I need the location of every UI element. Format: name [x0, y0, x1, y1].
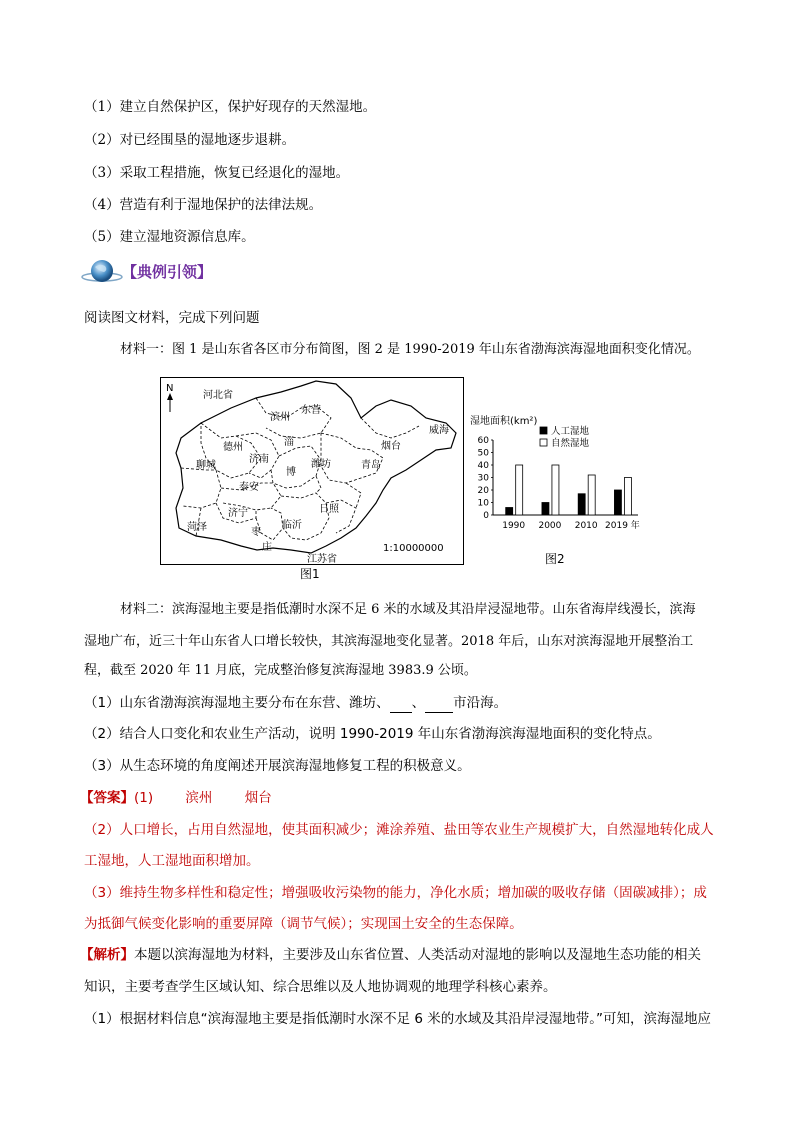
map-label-dezhou: 德州	[223, 442, 243, 453]
answer-3-line-2: 为抵御气候变化影响的重要屏障（调节气候）；实现国土安全的生态保障。	[84, 916, 523, 932]
chart-bar-natural	[552, 465, 559, 515]
measure-3: （3）采取工程措施，恢复已经退化的湿地。	[84, 165, 350, 181]
map-scale: 1:10000000	[383, 543, 444, 554]
analysis-line-3: （1）根据材料信息“滨海湿地主要是指低潮时水深不足 6 米的水域及其沿岸浸湿地带。”可知，滨海湿地应	[84, 1011, 711, 1027]
intro-text: 阅读图文材料，完成下列问题	[84, 310, 260, 326]
analysis-label: 【解析】	[80, 947, 134, 963]
map-north-label: N	[166, 383, 174, 394]
analysis-line-2: 知识，主要考查学生区域认知、综合思维以及人地协调观的地理学科核心素养。	[84, 979, 557, 995]
measure-5: （5）建立湿地资源信息库。	[84, 229, 255, 245]
map-label-qingdao: 青岛	[361, 460, 381, 471]
map-label-rizhao: 日照	[319, 504, 339, 515]
answer-3-line-1: （3）维持生物多样性和稳定性；增强吸收污染物的能力，净化水质；增加碳的吸收存储（固碳减排）；成	[84, 885, 707, 901]
map-label-zhuang: 庄	[262, 542, 272, 553]
answer-2-line-2: 工湿地，人工湿地面积增加。	[84, 853, 260, 869]
analysis-text-1: 本题以滨海湿地为材料，主要涉及山东省位置、人类活动对湿地的影响以及湿地生态功能的相关	[134, 947, 701, 963]
material2-line-3: 程，截至 2020 年 11 月底，完成整治修复滨海湿地 3983.9 公顷。	[84, 663, 477, 678]
map-label-zi: 淄	[284, 437, 294, 448]
material1-text: 材料一：图 1 是山东省各区市分布简图，图 2 是 1990-2019 年山东省渤海滨海湿地面积变化情况。	[120, 342, 700, 357]
chart-bar-artificial	[506, 508, 513, 516]
question-1-sep: 、	[411, 695, 426, 711]
chart-xtick-label: 2010	[574, 521, 598, 531]
blank-1[interactable]	[390, 698, 412, 713]
section-title: 【典例引领】	[122, 263, 213, 281]
chart-ytick-label: 60	[477, 436, 489, 446]
answer-1-v1: 滨州	[185, 790, 213, 806]
measure-2: （2）对已经围垦的湿地逐步退耕。	[84, 132, 296, 148]
map-label-jiangsu: 江苏省	[307, 554, 337, 565]
answer-1-v2: 烟台	[244, 790, 272, 806]
chart-xtick-label: 2000	[538, 521, 562, 531]
answer-label: 【答案】	[80, 790, 134, 806]
chart-bar-natural	[624, 478, 631, 516]
chart-legend-label: 人工湿地	[551, 426, 590, 437]
map-label-weihai: 威海	[429, 425, 449, 436]
answer-1	[80, 788, 272, 808]
question-1-prefix: （1）山东省渤海滨海湿地主要分布在东营、潍坊、	[84, 695, 390, 711]
chart-ytick-label: 20	[477, 486, 489, 496]
chart-ytick-label: 30	[477, 473, 489, 484]
chart-bar-natural	[588, 475, 595, 515]
map-label-taian: 泰安	[239, 482, 259, 493]
blank-2[interactable]	[425, 698, 453, 713]
measure-1: （1）建立自然保护区，保护好现存的天然湿地。	[84, 99, 377, 115]
chart-bar-artificial	[542, 503, 549, 516]
analysis-line-1	[80, 945, 701, 965]
shandong-map	[160, 377, 464, 565]
map-label-jining: 济宁	[228, 508, 248, 519]
map-label-yantai: 烟台	[381, 441, 401, 452]
chart-bar-natural	[516, 465, 523, 515]
chart-caption: 图2	[545, 552, 565, 566]
map-label-liaocheng: 聊城	[196, 460, 216, 471]
chart-ytick-label: 50	[477, 448, 489, 459]
chart-ytick-label: 10	[477, 498, 489, 509]
chart-title: 湿地面积(km²)	[470, 416, 538, 427]
map-label-heze: 菏泽	[187, 522, 207, 533]
chart-legend-label: 自然湿地	[551, 438, 590, 449]
globe-icon	[80, 257, 124, 287]
chart-legend-swatch	[540, 439, 547, 446]
chart-xtick-label: 1990	[502, 521, 526, 531]
chart-ytick-label: 0	[483, 511, 489, 521]
question-2: （2）结合人口变化和农业生产活动，说明 1990-2019 年山东省渤海滨海湿地面积的变化特点。	[84, 726, 661, 742]
map-caption: 图1	[300, 567, 320, 581]
chart-bar-artificial	[614, 490, 621, 515]
answer-1-num: (1)	[134, 790, 154, 806]
question-1	[84, 693, 507, 713]
material2-line-1: 材料二：滨海湿地主要是指低潮时水深不足 6 米的水域及其沿岸浸湿地带。山东省海岸线漫长，滨海	[120, 602, 696, 617]
material2-line-2: 湿地广布，近三十年山东省人口增长较快，其滨海湿地变化显著。2018 年后，山东对滨海湿地开展整治工	[84, 634, 694, 649]
map-label-zao: 枣	[251, 527, 261, 538]
map-label-bo: 博	[286, 467, 296, 478]
map-label-linyi: 临沂	[282, 520, 302, 531]
chart-ytick-label: 40	[477, 461, 489, 471]
answer-2-line-1: （2）人口增长，占用自然湿地，使其面积减少；滩涂养殖、盐田等农业生产规模扩大，自然湿地转化成人	[84, 822, 714, 838]
map-label-weifang: 潍坊	[311, 459, 331, 470]
chart-bar-artificial	[578, 494, 585, 515]
map-label-jinan: 济南	[249, 454, 269, 465]
question-1-suffix: 市沿海。	[453, 695, 508, 711]
question-3: （3）从生态环境的角度阐述开展滨海湿地修复工程的积极意义。	[84, 758, 471, 774]
chart-xtick-label: 2019 年	[605, 521, 640, 531]
map-label-binzhou: 滨州	[270, 412, 290, 423]
map-label-dongying: 东营	[301, 405, 321, 416]
chart-legend-swatch	[540, 427, 547, 434]
map-label-hebei: 河北省	[203, 390, 233, 401]
wetland-bar-chart	[465, 412, 645, 572]
measure-4: （4）营造有利于湿地保护的法律法规。	[84, 197, 323, 213]
